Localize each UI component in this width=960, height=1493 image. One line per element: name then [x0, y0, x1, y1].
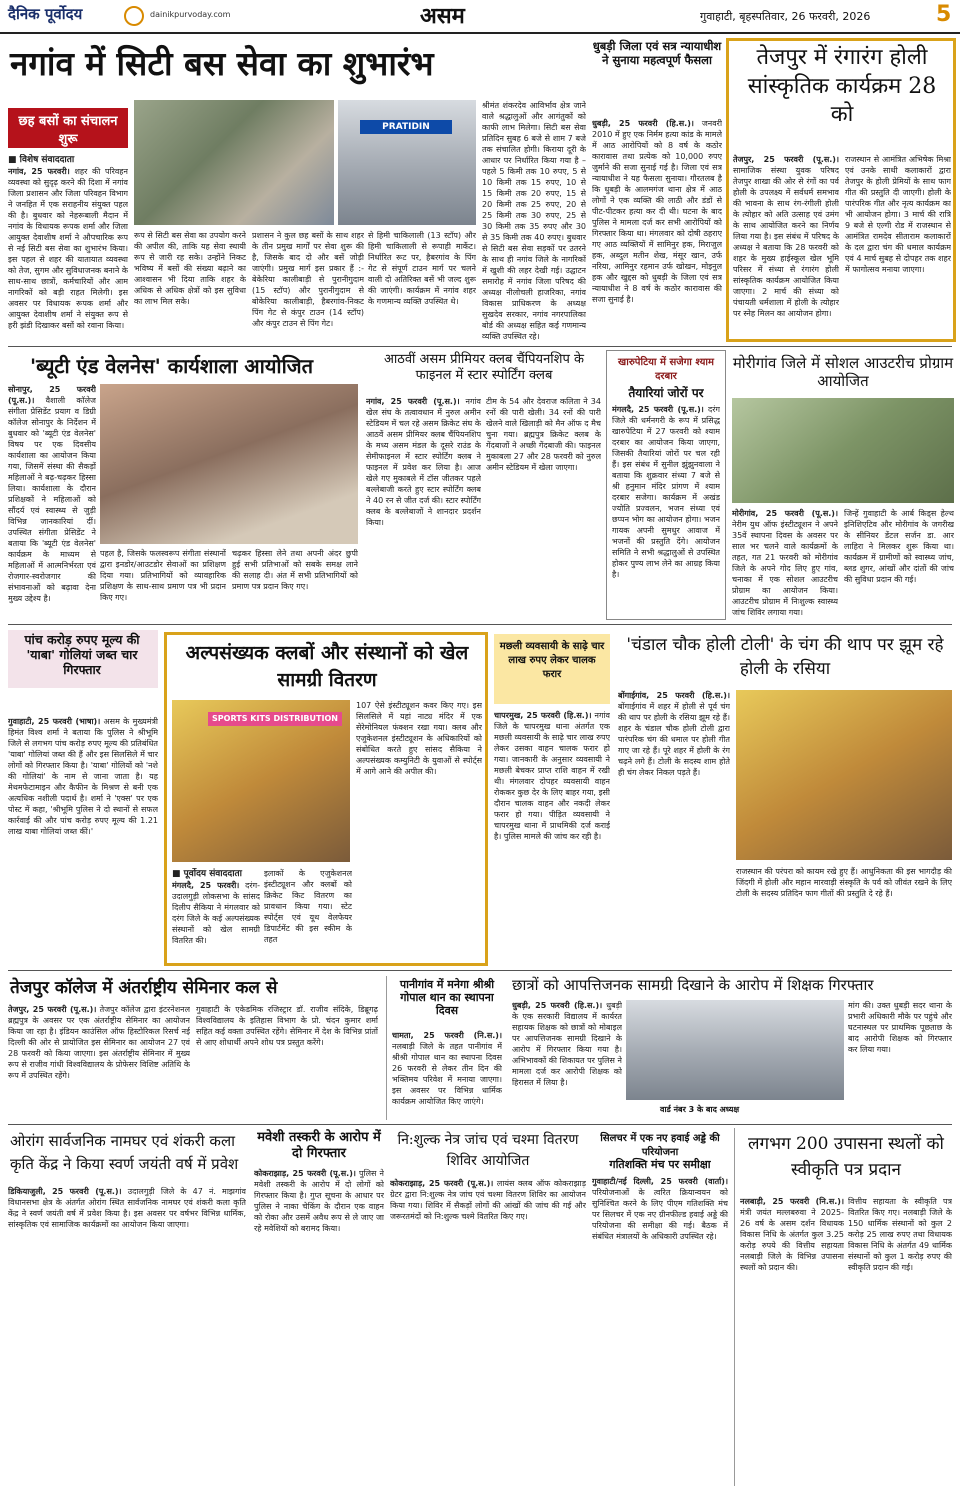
a9-headline: अल्पसंख्यक क्लबों और संस्थानों को खेल सामग्री वितरण: [185, 642, 469, 691]
a6-body: मंगलदै, 25 फरवरी (पू.स.)। दरंग जिले की धर्मनगरी के रूप में प्रसिद्ध खारुपेटिया में 27 फरवरी को श्याम दरबार का आयोजन किया जाएगा, जिसकी तैयारियां जोरों पर चल रही हैं। इस संबंध में सुनील झुंझुनवाला ने बताया कि शुक्रवार संध्या 7 बजे से श्री हनुमान मंदिर प्रांगण में श्याम दरबार सजेगा। कार्यक्रम में अखंड ज्योति प्रज्वलन, भजन संध्या एवं छप्पन भोग का आयोजन होगा। भजन गायक अपनी सुमधुर आवाज में भजनों की प्रस्तुति देंगे। आयोजन समिति ने सभी श्रद्धालुओं से उपस्थित होकर पुण्य लाभ लेने का आग्रह किया है।: [612, 405, 720, 579]
a6-kicker: खारुपेटिया में सजेगा श्याम दरबार: [618, 357, 714, 382]
a17-headline: नि:शुल्क नेत्र जांच एवं चश्मा वितरण शिविर आयोजित: [397, 1132, 579, 1169]
a14-caption: वार्ड नंबर 3 के बाद अध्यक्ष: [660, 1105, 740, 1114]
a8-headline: पांच करोड़ रुपए मूल्य की 'याबा' गोलियां जब्त चार गिरफ्तार: [24, 632, 140, 677]
a4-body: सोनापुर, 25 फरवरी (पू.स.)। वैशाली कॉलेज संगीता प्रेसिडेंट प्रयाग व डिग्री कॉलेज सोनापुर के निर्देशन में बुधवार को 'ब्यूटी एंड वेलनेस' विषय पर एक दिवसीय कार्यशाला का आयोजन किया गया, जिसमें संस्था की सैकड़ों महिलाओं ने बढ़-चढ़कर हिस्सा लिया। कार्यशाला के दौरान प्रशिक्षकों ने महिलाओं को सौंदर्य एवं स्वास्थ्य से जुड़ी विभिन्न जानकारियां दीं। उपस्थित संगीता प्रेसिडेंट ने बताया कि 'ब्यूटी एंड वेलनेस' कार्यक्रम के माध्यम से महिलाओं में आत्मनिर्भरता एवं रोजगार-स्वरोजगार की संभावनाओं को बढ़ावा देना मुख्य उद्देश्य है।: [8, 385, 96, 603]
a3-headline: तेजपुर में रंगारंग होली सांस्कृतिक कार्यक्रम 28 को: [747, 45, 937, 128]
a1-photo-ceremony: [134, 100, 334, 225]
a9-body-2: इलाकों के एजुकेशनल इंस्टीट्यूशन और क्लबों को क्रिकेट किट वितरण का प्रावधान किया गया। स्टेट स्पोर्ट्स एवं यूथ वेलफेयर डिपार्टमेंट की इस स्कीम के तहत: [264, 869, 352, 944]
a15-headline: ओरांग सार्वजनिक नामघर एवं शंकरी कला कृति केंद्र ने किया स्वर्ण जयंती वर्ष में प्रवेश: [10, 1132, 239, 1173]
a3-body-2: राजस्थान से आमंत्रित अभिषेक मिश्रा एवं उनके साथी कलाकारों द्वारा तेजपुर के होली प्रेमियों के साथ फाग गीत की प्रस्तुति दी जाएगी। होली के पारंपरिक गीत और नृत्य कार्यक्रम का भी आयोजन होगा। 3 मार्च की रात्रि 9 बजे से एल्गी रोड में राजस्थान से आमंत्रित रामदेव सीताराम कलाकारों के दल द्वारा चंग की धमाल कार्यक्रम एवं 4 मार्च सुबह से दोपहर तक शहर में फागोत्सव मनाया जाएगा।: [845, 155, 951, 274]
a1-body-4: से हिमी चाकिलाली (13 स्टॉप) और हिमी चाकिलाली से रूपाही मार्केट। निर्धारित रूट पर, हैबरगांव के पिंग गेट से संपूर्ण टाउन मार्ग पर चलने वाली दो अतिरिक्त बसें भी जल्द शुरू की जाएंगी। कार्यक्रम में नगांव शहर के गणमान्य व्यक्ति उपस्थित थे।: [368, 231, 476, 306]
a1-body: ■ विशेष संवाददाता नगांव, 25 फरवरी। शहर की परिवहन व्यवस्था को सुदृढ़ करने की दिशा में नगांव जिला प्रशासन और जिला परिवहन विभाग ने जनहित में एक सराहनीय संयुक्त पहल की है। बुधवार को नेहरूबाली मैदान में नगांव के विधायक रूपक शर्मा और जिला आयुक्त देवाशीष शर्मा ने औपचारिक रूप से नई सिटी बस सेवा का शुभारंभ किया। इस पहल से शहर की यातायात व्यवस्था को तेज, सुगम और सुविधाजनक बनाने के साथ-साथ छात्रों, कर्मचारियों और आम नागरिकों को बड़ी राहत मिलेगी। इस अवसर पर विधायक रूपक शर्मा और आयुक्त देवाशीष शर्मा ने संयुक्त रूप से हरी झंडी दिखाकर बसों को रवाना किया।: [8, 155, 128, 330]
a4-photo: [100, 384, 358, 544]
a1-body-2: रूप से सिटी बस सेवा का उपयोग करने की अपील की, ताकि यह सेवा स्थायी रूप से जारी रह सके। उन्होंने निकट भविष्य में बसों की संख्या बढ़ाने का आश्वासन भी दिया ताकि शहर के अधिक से अधिक क्षेत्रों को इस सुविधा का लाभ मिल सके।: [134, 231, 246, 306]
a10-kicker: मछली व्यवसायी के साढ़े चार लाख रुपए लेकर चालक फरार: [499, 641, 605, 680]
site-url[interactable]: dainikpurvoday.com: [150, 10, 231, 19]
a13-body: चामता, 25 फरवरी (नि.स.)। नलबाड़ी जिले के तहत पानीगांव में श्रीश्री गोपाल थान का स्थापना दिवस 26 फरवरी से लेकर तीन दिन की भक्तिमय परिवेश में मनाया जाएगा। इस अवसर पर विभिन्न धार्मिक कार्यक्रम आयोजित किए जाएंगे।: [392, 1031, 502, 1106]
a15-body: डिकियाजुली, 25 फरवरी (पू.स.)। उदालगुड़ी जिले के 47 नं. माझगांव विधानसभा क्षेत्र के अंतर्गत ओरांग स्थित सार्वजनिक नामघर एवं शंकरी कला कृति केंद्र ने स्वर्ण जयंती वर्ष में प्रवेश किया है। इस अवसर पर वर्षभर विभिन्न धार्मिक, सांस्कृतिक एवं सामाजिक कार्यक्रमों का आयोजन किया जाएगा।: [8, 1187, 246, 1229]
a1-body-3: प्रशासन ने कुल छह बसों के साथ शहर के तीन प्रमुख मार्गों पर सेवा शुरू की है, जिसके बाद दो और बसें जोड़ी जाएंगी। प्रमुख मार्ग इस प्रकार हैं :- बेकेरिया कालीबाड़ी से पुरानीगुदाम (15 स्टॉप) और पुरानीगुदाम से बोकेरिया कालीबाड़ी, हैबरगांव-निकट पिंग गेट से कंपुर टाउन (14 स्टॉप) और कंपुर टाउन से पिंग गेट।: [252, 231, 364, 328]
a13-kicker: पानीगांव में मनेगा श्रीश्री गोपाल थान का स्थापना दिवस: [399, 978, 495, 1018]
a1-subhead: छह बसों का संचालन शुरू: [8, 108, 128, 148]
a17-body: कोकराझाड़, 25 फरवरी (पू.स.)। लायंस क्लब ऑफ कोकराझाड़ ग्रेटर द्वारा नि:शुल्क नेत्र जांच एवं चश्मा वितरण शिविर का आयोजन किया गया। शिविर में सैकड़ों लोगों की आंखों की जांच की गई और जरूरतमंदों को नि:शुल्क चश्मे वितरित किए गए।: [390, 1179, 586, 1221]
a5-body-2: टीम के 54 और देवराज कलिता ने 34 रनों की पारी खेली। 34 रनों की पारी खेलने वाले खिलाड़ी को मैन ऑफ द मैच चुना गया। ब्रह्मपुत्र क्रिकेट क्लब के गेंदबाजों ने अच्छी गेंदबाजी की। फाइनल मुकाबला 27 और 28 फरवरी को नुरुल अमीन स्टेडियम में खेला जाएगा।: [486, 397, 601, 472]
a1-body-5: श्रीमंत शंकरदेव आविर्भाव क्षेत्र जाने वाले श्रद्धालुओं और आगंतुकों को काफी लाभ मिलेगा। सिटी बस सेवा प्रतिदिन सुबह 6 बजे से शाम 7 बजे तक संचालित होगी। किराया दूरी के आधार पर निर्धारित किया गया है – पहले 5 किमी तक 10 रुपए, 5 से 10 किमी तक 15 रुपए, 10 से 15 किमी तक 20 रुपए, 15 से 20 किमी तक 25 रुपए, 20 से 25 किमी तक 30 रुपए, 25 से 30 किमी तक 35 रुपए और 30 से 35 किमी तक 40 रुपए। बुधवार से सिटी बस सेवा सड़कों पर उतरने के साथ ही नगांव जिले के नागरिकों में खुशी की लहर देखी गई। उद्घाटन समारोह में नगांव जिला परिषद की अध्यक्ष नीलोचली हाजरिका, नगांव विकास प्राधिकरण के अध्यक्ष सुखदेव सरकार, नगांव नगरपालिका बोर्ड की अध्यक्ष सहित कई गणमान्य व्यक्ति उपस्थित रहे।: [482, 101, 586, 340]
a9-body-3: 107 ऐसे इंस्टीट्यूशन कवर किए गए। इस सिलसिले में यहां नाट्य मंदिर में एक सेरेमोनियल फंक्शन रखा गया। क्लब और एजुकेशनल इंस्टीट्यूशन के अधिकारियों को संबोधित करते हुए सांसद सैकिया ने अल्पसंख्यक कम्युनिटी के युवाओं से स्पोर्ट्स में आगे आने की अपील की।: [356, 701, 482, 776]
divider: [8, 970, 952, 971]
a16-headline: मवेशी तस्करी के आरोप में दो गिरफ्तार: [257, 1130, 381, 1161]
a3-body: तेजपुर, 25 फरवरी (पू.स.)। सामाजिक संस्था युवक परिषद तेजपुर शाखा की ओर से रंगों का पर्व होली के उपलक्ष्य में सर्वधर्म समभाव की भावना के साथ रंग-रंगीली होली के त्योहार को अति उत्साह एवं उमंग के साथ आयोजित करने का निर्णय लिया गया है। इस संबंध में परिषद के अध्यक्ष ने बताया कि 28 फरवरी को शहर के मुख्य हाईस्कूल खेल भूमि परिसर में संध्या से रंगारंग होली सांस्कृतिक कार्यक्रम आयोजित किया जाएगा। 2 मार्च की संध्या को पंचायती धर्मशाला में होली के त्योहार पर स्नेह मिलन का आयोजन होगा।: [733, 155, 839, 318]
divider: [8, 624, 952, 625]
a7-headline: मोरीगांव जिले में सोशल आउटरीच प्रोग्राम आयोजित: [732, 354, 954, 390]
a12-headline: तेजपुर कॉलेज में अंतर्राष्ट्रीय सेमिनार कल से: [10, 978, 278, 998]
a14-photo: [626, 1000, 844, 1100]
a9-body: ■ पूर्वोदय संवाददाता मंगलदै, 25 फरवरी। दरंग-उदालगुड़ी लोकसभा के सांसद दिलीप सैकिया ने मंगलवार को दरंग जिले के कई अल्पसंख्यक संस्थानों को खेल सामग्री वितरित की।: [172, 869, 260, 945]
divider: [734, 1128, 735, 1486]
a7-body-2: जिन्हें गुवाहाटी के आर्ब किड्स हेल्थ इनिशिएटिव और मोरीगांव के जगरीख के सीनियर डेंटल सर्जन डा. आर लाहिरा ने मिलकर शुरू किया था। कार्यक्रम में ग्रामीणों को स्वास्थ्य जांच, ब्लड शुगर, आंखों और दांतों की जांच की सुविधा प्रदान की गई।: [844, 509, 954, 584]
a7-body: मोरीगांव, 25 फरवरी (पू.स.)। नेरीम युथ ऑफ इंस्टीट्यूशन ने अपने 35वें स्थापना दिवस के अवसर पर साल भर चलने वाले कार्यक्रमों के तहत, गत 21 फरवरी को मोरीगांव जिले के अपने गोद लिए हुए गांव, चनाका में एक सोशल आउटरीच प्रोग्राम का आयोजन किया। आउटरीच प्रोग्राम में निःशुल्क स्वास्थ्य जांच शिविर लगाया गया।: [732, 509, 838, 617]
a1-headline: नगांव में सिटी बस सेवा का शुभारंभ: [10, 44, 434, 83]
a2-headline: धुबड़ी जिला एवं सत्र न्यायाधीश ने सुनाया महत्वपूर्ण फैसला: [592, 39, 722, 67]
a18-body: गुवाहाटी/नई दिल्ली, 25 फरवरी (वार्ता)। परियोजनाओं के त्वरित क्रियान्वयन को सुनिश्चित करने के लिए पीएम गतिशक्ति मंच पर सिलचर में एक नए ग्रीनफील्ड हवाई अड्डे की परियोजना की समीक्षा की गई। बैठक में संबंधित मंत्रालयों के अधिकारी उपस्थित रहे।: [592, 1177, 728, 1241]
a14-body-2: मांग की। उक्त धुबड़ी सदर थाना के प्रभारी अधिकारी मौके पर पहुंचे और घटनास्थल पर प्राथमिक पूछताछ के बाद आरोपी शिक्षक को गिरफ्तार कर लिया गया।: [848, 1001, 952, 1054]
divider: [8, 346, 952, 347]
a18-kicker: सिलचर में एक नए हवाई अड्डे की परियोजना: [600, 1133, 720, 1158]
a4-headline: 'ब्यूटी एंड वेलनेस' कार्यशाला आयोजित: [30, 354, 314, 378]
paper-name: दैनिक पूर्वोदय: [8, 5, 83, 23]
a9-banner: SPORTS KITS DISTRIBUTION: [208, 712, 342, 726]
a6-headline: तैयारियां जोरों पर: [628, 386, 704, 400]
a8-body: गुवाहाटी, 25 फरवरी (भाषा)। असम के मुख्यमंत्री हिमंत विश्व शर्मा ने बताया कि पुलिस ने श्रीभूमि जिले से लगभग पांच करोड़ रुपए मूल्य की प्रतिबंधित 'याबा' गोलियां जब्त की हैं और इस सिलसिले में चार लोगों को गिरफ्तार किया है। 'याबा' गोलियों को 'नशे की गोलियां' के नाम से जाना जाता है। यह मेथमफेटामाइन और कैफीन के मिश्रण से बनी एक अत्यधिक नशीली पदार्थ है। शर्मा ने 'एक्स' पर एक पोस्ट में कहा, 'श्रीभूमि पुलिस ने दो स्थानों से सफल कार्रवाई की और पांच करोड़ रुपए मूल्य की 1.21 लाख याबा गोलियां जब्त कीं।': [8, 717, 158, 836]
section-title: असम: [420, 3, 465, 29]
a7-photo: [732, 398, 954, 503]
a14-headline: छात्रों को आपत्तिजनक सामग्री दिखाने के आरोप में शिक्षक गिरफ्तार: [512, 976, 874, 994]
a4-body-3: चढ़कर हिस्सा लेने तथा अपनी अंदर छुपी हुई सभी प्रतिभाओं को सबके समक्ष लाने की सलाह दी। अंत में सभी प्रतिभागियों को प्रमाण पत्र प्रदान किए गए।: [232, 549, 358, 591]
a11-body: बोंगाईगांव, 25 फरवरी (हि.स.)। बोंगाईगांव में शहर में होली से पूर्व चंग की थाप पर होली के रसिया झूम रहे हैं। शहर के चंडाल चौक होली टोली द्वारा पारंपरिक चंग की धमाल पर होली गीत गाए जा रहे हैं। पूरे शहर में होली के रंग चढ़ने लगे हैं। टोली के सदस्य शाम होते ही चंग लेकर निकल पड़ते हैं।: [618, 691, 730, 777]
a1-photo-bus: [338, 100, 476, 225]
a19-body-2: वित्तीय सहायता के स्वीकृति पत्र वितरित किए गए। नलबाड़ी जिले के 150 धार्मिक संस्थानों को कुल 2 करोड़ 25 लाख रुपए तथा विधायक विकास निधि के अंतर्गत 49 धार्मिक संस्थानों को कुल 1 करोड़ रुपए की स्वीकृति प्रदान की गई।: [848, 1197, 952, 1272]
a5-body: नगांव, 25 फरवरी (पू.स.)। नगांव खेल संघ के तत्वावधान में नुरुल अमीन स्टेडियम में चल रहे असम क्रिकेट संघ के आठवें असम प्रीमियर क्लब चैंपियनशिप के मध्य असम मंडल के दूसरे राउंड के सेमीफाइनल में स्टार स्पोर्टिंग क्लब ने फाइनल में प्रवेश कर लिया है। आज खेले गए मुकाबले में टॉस जीतकर पहले बल्लेबाजी करते हुए स्टार स्पोर्टिंग क्लब ने 40 रन से जीत दर्ज की। स्टार स्पोर्टिंग क्लब के बल्लेबाजों ने शानदार प्रदर्शन किया।: [366, 397, 481, 527]
edition-date: गुवाहाटी, बृहस्पतिवार, 26 फरवरी, 2026: [700, 10, 871, 23]
a19-headline: लगभग 200 उपासना स्थलों को स्वीकृति पत्र प्रदान: [748, 1134, 944, 1180]
a9-photo: [172, 700, 350, 862]
a11-headline: 'चंडाल चौक होली टोली' के चंग की थाप पर झूम रहे होली के रसिया: [626, 635, 944, 679]
a5-headline: आठवीं असम प्रीमियर क्लब चैंपियनशिप के फाइनल में स्टार स्पोर्टिंग क्लब: [383, 352, 584, 383]
a14-body: धुबड़ी, 25 फरवरी (हि.स.)। धुबड़ी के एक सरकारी विद्यालय में कार्यरत सहायक शिक्षक को छात्रों को मोबाइल पर आपत्तिजनक सामग्री दिखाने के आरोप में गिरफ्तार किया गया है। अभिभावकों की शिकायत पर पुलिस ने मामला दर्ज कर आरोपी शिक्षक को हिरासत में लिया है।: [512, 1001, 622, 1087]
a18-headline: गतिशक्ति मंच पर समीक्षा: [609, 1158, 711, 1171]
a12-body-2: गुवाहाटी के एकेडमिक रजिस्ट्रार डॉ. राजीव संदिके, डिब्रूगढ़ विश्वविद्यालय के इतिहास विभाग के प्रो. चंदन कुमार शर्मा सहित कई वक्ता उपस्थित रहेंगे। सेमिनार में देश के विभिन्न प्रांतों से आए शोधार्थी अपने शोध पत्र प्रस्तुत करेंगे।: [196, 1005, 378, 1047]
page-number: 5: [936, 2, 952, 27]
a4-body-2: पहल है, जिसके फलस्वरूप संगीता संस्थानों द्वारा इनडोर/आउटडोर सेवाओं का प्रशिक्षण दिया गया। प्रतिभागियों को व्यावहारिक प्रशिक्षण के साथ-साथ प्रमाण पत्र भी प्रदान किए गए।: [100, 549, 226, 602]
bus-sign: PRATIDIN: [360, 120, 452, 134]
a19-body: नलबाड़ी, 25 फरवरी (नि.स.)। मंत्री जयंत मल्लबरुवा ने 2025-26 वर्ष के असम दर्शन विधायक विकास निधि के अंतर्गत कुल 3.25 करोड़ रुपये की वित्तीय सहायता नलबाड़ी जिले के विभिन्न उपासना स्थलों को प्रदान की।: [740, 1197, 844, 1272]
divider: [8, 1124, 952, 1125]
a2-body: धुबड़ी, 25 फरवरी (हि.स.)। जनवरी 2010 में हुए एक निर्मम हत्या कांड के मामले में आठ आरोपियों को 8 वर्ष के कठोर कारावास तथा प्रत्येक को 10,000 रुपए जुर्माने की सजा सुनाई गई है। जिला एवं सत्र न्यायाधीश ने यह फैसला सुनाया। गौरतलब है कि धुबड़ी के आलमगंज थाना क्षेत्र में आठ लोगों ने एक व्यक्ति की लाठी और डंडों से पीट-पीटकर हत्या कर दी थी। घटना के बाद पुलिस ने मामला दर्ज कर सभी आरोपियों को गिरफ्तार किया था। मंगलवार को दोषी ठहराए गए आठ व्यक्तियों में सामिनुर हक, मिराजुल हक, अब्दुल मतीन शेख, मंसूर खान, उर्फ नरिया, आमिनुर रहमान उर्फ खोखन, मोइनुल हक और खुद्दस को धुबड़ी के जिला एवं सत्र न्यायाधीश ने 8 वर्ष के कठोर कारावास की सजा सुनाई है।: [592, 119, 722, 304]
sun-logo-icon: [124, 6, 144, 26]
a12-body: तेजपुर, 25 फरवरी (पू.स.)। तेजपुर कॉलेज द्वारा इंटरनेशनल ब्रह्मपुत्र के अवसर पर एक अंतर्राष्ट्रीय सेमिनार का आयोजन किया जा रहा है। इंडियन काउंसिल ऑफ हिस्टोरिकल रिसर्च नई दिल्ली की ओर से प्रायोजित इस सेमिनार का आयोजन 27 एवं 28 फरवरी को किया जाएगा। इस अंतर्राष्ट्रीय सेमिनार में मुख्य रूप से राजीव गांधी विश्वविद्यालय के प्रोफेसर विशिष्ट अतिथि के रूप में उपस्थित रहेंगे।: [8, 1005, 190, 1080]
a11-photo: [736, 690, 952, 860]
a11-body-2: राजस्थान की परंपरा को कायम रखे हुए हैं। आधुनिकता की इस भागदौड़ की जिंदगी में होली और महान मारवाड़ी संस्कृति के पर्व को जीवंत रखने के लिए टोली के सदस्य प्रतिदिन फाग गीतों की प्रस्तुति दे रहे हैं।: [736, 867, 952, 898]
a10-body: चापरमुख, 25 फरवरी (हि.स.)। नगांव जिले के चापरमुख थाना अंतर्गत एक मछली व्यवसायी के साढ़े चार लाख रुपए लेकर उसका वाहन चालक फरार हो गया। जानकारी के अनुसार व्यवसायी ने मछली बेचकर प्राप्त राशि वाहन में रखी थी। मंगलवार दोपहर व्यवसायी वाहन रोककर कुछ देर के लिए बाहर गया, इसी दौरान चालक वाहन और नकदी लेकर फरार हो गया। पीड़ित व्यवसायी ने चापरमुख थाना में प्राथमिकी दर्ज कराई है। पुलिस मामले की जांच कर रही है।: [494, 711, 610, 841]
a16-body: कोकराझाड़, 25 फरवरी (पू.स.)। पुलिस ने मवेशी तस्करी के आरोप में दो लोगों को गिरफ्तार किया है। गुप्त सूचना के आधार पर पुलिस ने नाका चेकिंग के दौरान एक वाहन को रोका और उसमें अवैध रूप से ले जाए जा रहे मवेशियों को बरामद किया।: [254, 1169, 384, 1233]
